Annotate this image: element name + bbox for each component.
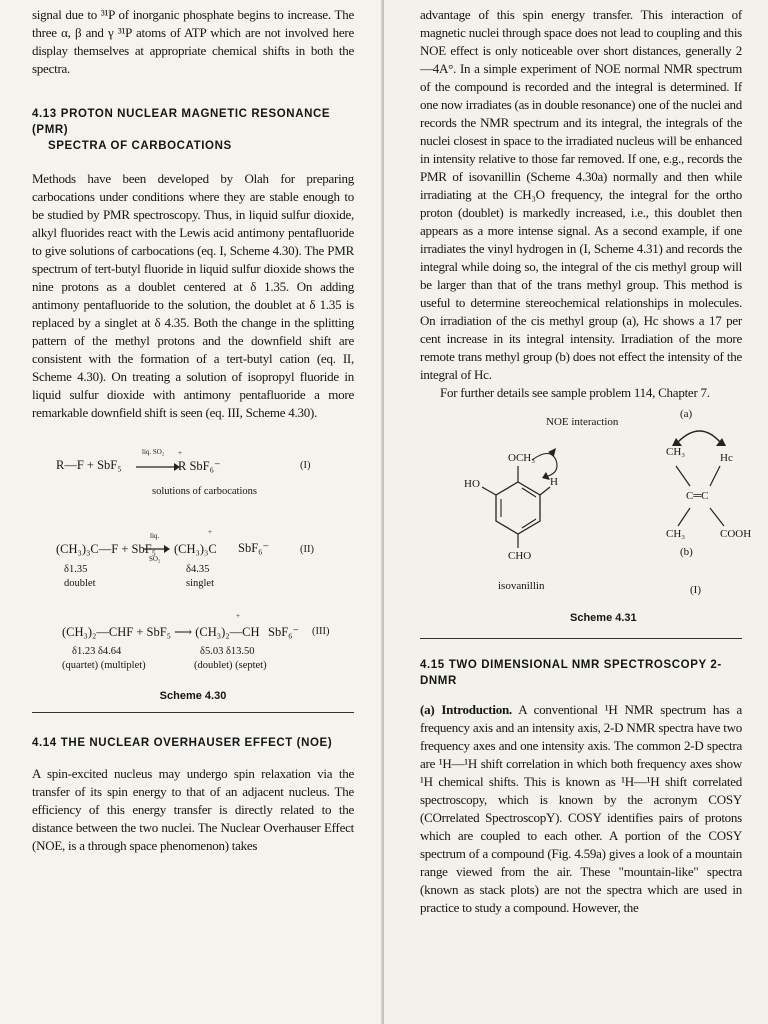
noe-curve-icon [532, 454, 557, 477]
cosy-paragraph [420, 701, 742, 917]
section-4-14-heading [32, 735, 354, 751]
eq1-plus: + [178, 449, 182, 457]
eq3-reactants: (CH₃)₂—CHF + SbF₅ ⟶ (CH₃)₂—CH [62, 625, 260, 639]
cosy-text: A conventional ¹H NMR spectrum has a frequency axis and an intensity axis, 2-D NMR spectra have two frequency axes and one intensity axis. The common 2-D spectra are ¹H—¹H shift correlation in which both frequency axes show ¹H chemical shifts. This is known as ¹H—¹H shift correlated spectroscopy, which is known by the acronym COSY (COrrelated SpectroscopY). COSY identifies pairs of protons which are coupled to each other. A portion of the COSY spectrum of a compound (Fig. 4.59a) gives a look of a mountain range viewed from the air. These "mountain-like" spectra (known as stack plots) are not the spectra which are used in practice to study a compound. However, the [420, 702, 742, 915]
eq1-note: solutions of carbocations [152, 486, 257, 497]
scheme-4-30-caption: Scheme 4.30 [159, 690, 227, 702]
equation-1 [32, 448, 354, 506]
eq1-product: R SbF₆⁻ [178, 459, 221, 473]
noe-paragraph: advantage of this spin energy transfer. This interaction of magnetic nuclei through space does not lead to coupling and this NOE effect is only noticeable over short distances, generally 2—4A°. In a simple experiment of NOE normal NMR spectrum of the compound is recorded and the integral is determined. If one now irradiates (as in double resonance) one of the nuclei and records the NMR spectrum and its integral, the integrals of the nuclei closest in space to the irradiated nucleus will be enhanced in intensity relative to those far removed. If one, e.g., records the PMR of isovanillin (Scheme 4.30a) normally and then while irradiating at the CH₃O frequency, the integral for the ortho proton (doublet) is markedly increased, i.e., this doublet then appears as a more intense signal. As a second example, if one irradiates the vinyl hydrogen in (I, Scheme 4.31) and records the integral while doing so, the integral of the cis methyl group will be larger than that of the trans methyl group. This method is useful to determine stereochemical relationships in molecules. On irradiation of the cis methyl group (a), Hc shows a 17 per cent increase in its integral intensity. Irradiation of the more remote trans methyl group (b) does not effect the intensity of the integral of Hc. [420, 7, 742, 382]
noe-interaction-label: NOE interaction [546, 416, 619, 428]
eq2-shift-left: δ1.35 [64, 564, 88, 575]
eq2-product: (CH₃)₃C [174, 542, 217, 556]
eq2-shift-right: δ4.35 [186, 564, 210, 575]
noe-intro-paragraph: A spin-excited nucleus may undergo spin relaxation via the transfer of its spin energy to that of an adjacent nucleus. The efficiency of this energy transfer is directly related to the distance between the two nuclei. The Nuclear Overhauser Effect (NOE, is a through space phenomenon) takes [32, 766, 354, 853]
equation-2 [32, 528, 354, 592]
ch3-bottom-label: CH₃ [666, 528, 686, 540]
section-title-line1: PROTON NUCLEAR MAGNETIC RESONANCE (PMR) [32, 108, 331, 136]
eq2-condition-bottom: SO₂ [149, 555, 161, 563]
b-label: (b) [680, 546, 693, 558]
introduction-lead: (a) Introduction. [420, 702, 512, 717]
eq3-mult-left: (quartet) (multiplet) [62, 660, 146, 671]
cooh-label: COOH [720, 528, 752, 540]
reaction-arrow-icon [136, 462, 180, 472]
eq3-plus: + [236, 612, 240, 620]
section-4-13-heading [32, 106, 354, 154]
a-label: (a) [680, 408, 693, 420]
scheme-4-31-structures [420, 402, 750, 638]
eq3-label: (III) [312, 626, 330, 637]
section-title-line2: SPECTRA OF CARBOCATIONS [48, 140, 232, 152]
benzene-ring-icon [496, 482, 540, 534]
eq3-shifts-right: δ5.03 δ13.50 [200, 646, 255, 657]
eq2-mult-right: singlet [186, 578, 214, 589]
section-number: 4.15 [420, 659, 445, 671]
eq2-condition-top: liq. [150, 532, 160, 540]
section-4-15-heading [420, 657, 742, 689]
compound-i-label: (I) [690, 584, 701, 596]
eq2-label: (II) [300, 544, 314, 555]
och3-label: OCH₃ [508, 452, 536, 464]
ho-label: HO [464, 478, 480, 490]
scheme-4-31-caption: Scheme 4.31 [570, 612, 637, 624]
section-number: 4.13 [32, 108, 57, 120]
h-label: H [550, 476, 558, 488]
eq3-counterion: SbF₆⁻ [268, 625, 300, 639]
cc-label: C═C [686, 490, 709, 502]
right-page [384, 0, 768, 1024]
reaction-arrow-icon [144, 544, 170, 554]
eq3-mult-right: (doublet) (septet) [194, 660, 267, 671]
eq1-condition: liq. SO₂ [142, 448, 165, 456]
eq2-mult-left: doublet [64, 578, 96, 589]
section-title: TWO DIMENSIONAL NMR SPECTROSCOPY 2-DNMR [420, 659, 722, 687]
scheme-4-31 [420, 402, 752, 638]
equation-3 [32, 612, 354, 676]
isovanillin-label: isovanillin [498, 580, 545, 592]
further-details: For further details see sample problem 114, Chapter 7. [440, 385, 710, 400]
eq3-shifts-left: δ1.23 δ4.64 [72, 646, 122, 657]
eq2-counterion: SbF₆⁻ [238, 541, 270, 555]
carbocation-paragraph: Methods have been developed by Olah for preparing carbocations under conditions where they are stable enough to be studied by PMR spectroscopy. Thus, in liquid sulfur dioxide, alkyl fluorides react with the Lewis acid antimony pentafluoride to give solutions of carbocations (eq. I, Scheme 4.30). The PMR spectrum of tert-butyl fluoride in liquid sulfur dioxide shows the nine protons as a doublet centered at δ 1.35. On adding antimony pentafluoride to the solution, the doublet at δ 1.35 is replaced by a singlet at δ 4.35. Both the change in the splitting pattern of the methyl protons and the downfield shift are consistent with the formation of a tert-butyl cation (eq. II, Scheme 4.30). On treating a solution of isopropyl fluoride in liquid sulfur dioxide with antimony pentafluoride a more remarkable downfield shift is seen (eq. III, Scheme 4.30). [32, 171, 354, 420]
hc-label: Hc [720, 452, 733, 464]
eq1-label: (I) [300, 460, 311, 471]
eq1-reactants: R—F + SbF₅ [56, 458, 122, 472]
ch3-top-label: CH₃ [666, 446, 686, 458]
eq2-plus: + [208, 528, 212, 536]
cho-label: CHO [508, 550, 532, 562]
section-title: THE NUCLEAR OVERHAUSER EFFECT (NOE) [60, 737, 333, 749]
double-arrow-icon [678, 431, 720, 442]
eq2-reactants: (CH₃)₃C—F + SbF₅ [56, 542, 157, 556]
intro-paragraph: signal due to ³¹P of inorganic phosphate begins to increase. The three α, β and γ ³¹P atoms of ATP which are not involved here display themselves at appropriate chemical shifts in both the spectra. [32, 7, 354, 76]
section-number: 4.14 [32, 737, 57, 749]
